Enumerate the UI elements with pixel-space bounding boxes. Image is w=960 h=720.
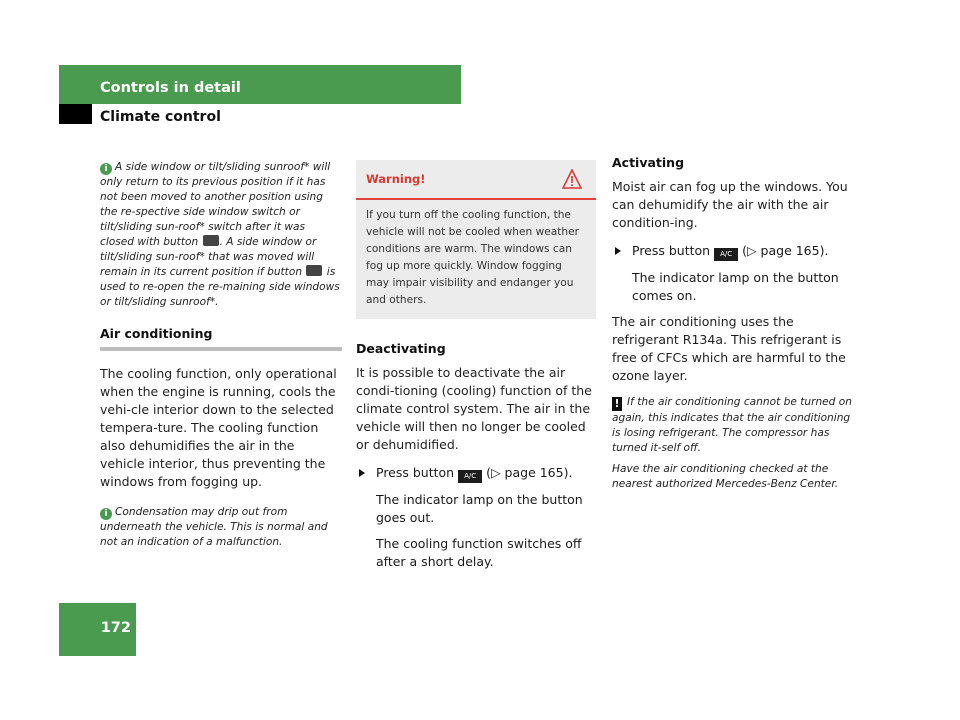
activating-paragraph: Moist air can fog up the windows. You can dehumidify the air with the air condition-ing. [612,179,848,230]
step-text: Press button [632,243,711,258]
car-key-icon [203,235,219,246]
deactivating-step [356,464,598,483]
ac-button-icon: A/C [458,470,482,483]
info-note-text-3: is used to re-open the re-maining side windows or tilt/sliding sunroof*. [100,266,340,308]
exclamation-icon: ! [612,397,622,411]
info-note-window [100,160,342,310]
column-left [100,160,342,550]
column-middle [356,160,598,571]
page-reference: (▷ page 165). [486,465,573,480]
service-note: Have the air conditioning checked at the nearest authorized Mercedes-Benz Center. [612,463,839,490]
activating-step [612,242,860,261]
column-right [612,155,860,492]
warning-body: If you turn off the cooling function, the vehicle will not be cooled when weather conditions are warm. The windows can fog up more quickly. Window fogging may impair visibility and endanger you and others. [366,209,580,306]
info-note-condensation-text: Condensation may drip out from underneath the vehicle. This is normal and not an indication of a malfunction. [100,506,328,548]
deactivating-result-1: The indicator lamp on the button goes out. [376,492,583,525]
info-note-condensation [100,505,342,550]
caution-note-text: If the air conditioning cannot be turned on again, this indicates that the air conditioning is losing refrigerant. The compressor has turned it-self off. [612,396,852,454]
activating-heading: Activating [612,155,685,170]
step-text: Press button [376,465,455,480]
info-note-text-2: . A side window or tilt/sliding sun-roof* that was moved will remain in its current position if button [100,236,317,278]
ac-button-icon: A/C [714,248,738,261]
header-marker [59,104,92,124]
page-reference: (▷ page 165). [742,243,829,258]
deactivating-heading: Deactivating [356,341,446,356]
section-title: Controls in detail [100,80,241,96]
refrigerant-paragraph: The air conditioning uses the refrigerant R134a. This refrigerant is free of CFCs which are harmful to the ozone layer. [612,314,846,383]
air-conditioning-paragraph: The cooling function, only operational when the engine is running, cools the vehi-cle interior down to the selected tempera-ture. The cooling function also dehumidifies the air in the vehicle interior, thus preventing the windows from fogging up. [100,366,337,489]
info-icon: i [100,163,112,175]
deactivating-paragraph: It is possible to deactivate the air condi-tioning (cooling) function of the climate control system. The air in the vehicle will then no longer be cooled or dehumidified. [356,365,592,452]
info-note-text-1: A side window or tilt/sliding sunroof* will only return to its previous position if it has not been moved to another position using the re-spective side window switch or tilt/sliding sun-roof* switch after it was closed with button [100,161,331,248]
deactivating-result-2: The cooling function switches off after a short delay. [376,536,582,569]
caution-note [612,395,860,456]
air-conditioning-heading: Air conditioning [100,326,342,351]
activating-result: The indicator lamp on the button comes on. [632,270,839,303]
warning-box [356,160,596,319]
warning-title: Warning! [366,172,426,186]
warning-header [356,160,596,200]
subsection-title: Climate control [100,109,221,125]
info-icon: i [100,508,112,520]
warning-triangle-icon [562,169,582,189]
page-number: 172 [100,620,131,636]
car-key-icon [306,265,322,276]
